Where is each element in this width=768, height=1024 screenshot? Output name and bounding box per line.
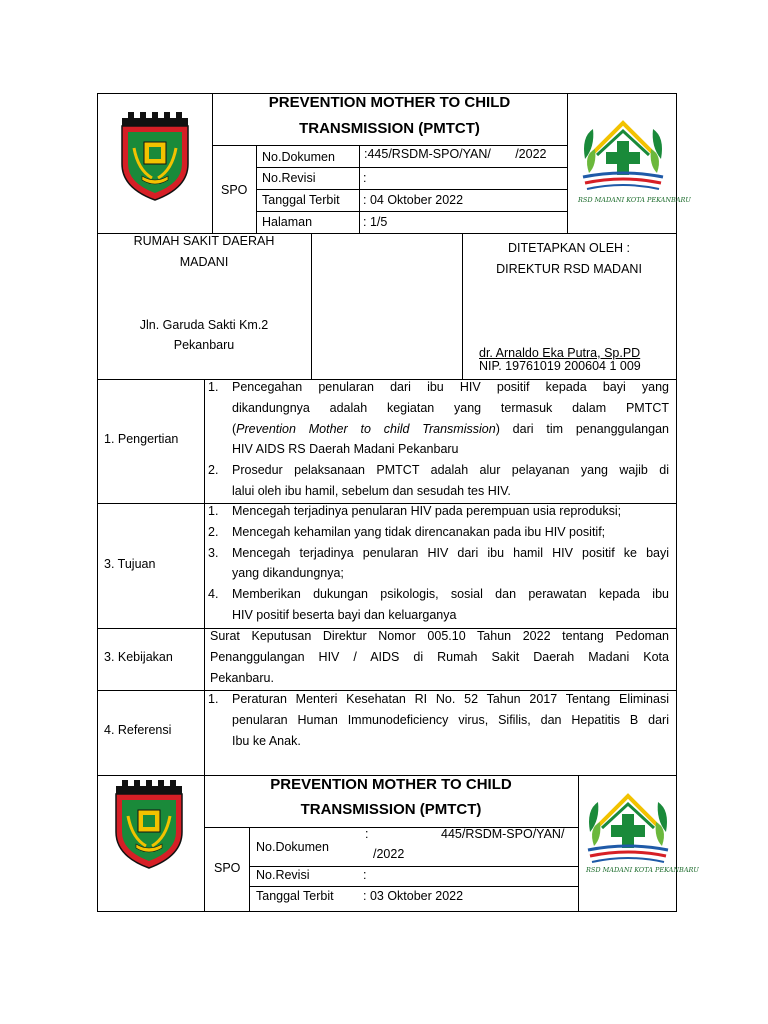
address-line-2: Pekanbaru [173, 338, 235, 352]
list-line: HIV AIDS RS Daerah Madani Pekanbaru [232, 442, 459, 457]
no-dokumen-year-2: /2022 [373, 847, 405, 861]
paragraph-line: Pekanbaru. [210, 670, 274, 685]
list-line: HIV positif beserta bayi dan keluarganya [232, 607, 457, 622]
hospital-name-line-2: MADANI [179, 255, 229, 269]
list-line: (Prevention Mother to child Transmission) dari tim penanggulangan [232, 421, 669, 436]
tanggal-terbit-label: Tanggal Terbit [262, 193, 340, 207]
pengertian-content [208, 377, 669, 502]
pengertian-label: 1. Pengertian [104, 432, 179, 446]
rsd-logo-caption-2: RSD MADANI KOTA PEKANBARU [586, 866, 699, 874]
title-line-1: PREVENTION MOTHER TO CHILD [270, 776, 512, 793]
tanggal-terbit-value-2: : 03 Oktober 2022 [363, 889, 464, 903]
no-dokumen-label-2: No.Dokumen [256, 840, 329, 854]
list-line: Peraturan Menteri Kesehatan RI No. 52 Tahun 2017 Tentang Eliminasi [232, 692, 669, 706]
signer-name: dr. Arnaldo Eka Putra, Sp.PD [479, 346, 641, 360]
spo-label: SPO [221, 183, 248, 197]
signer-nip: NIP. 19761019 200604 1 009 [479, 359, 641, 373]
pemkot-logo-image-2 [114, 780, 184, 870]
hospital-name-line-1: RUMAH SAKIT DAERAH [133, 234, 275, 248]
list-number: 1. [208, 504, 219, 518]
paragraph-line: Penanggulangan HIV / AIDS di Rumah Sakit Daerah Madani Kota [210, 649, 669, 664]
list-line: penularan Human Immunodeficiency virus, Sifilis, dan Hepatitis B dari [232, 712, 669, 727]
list-line: Memberikan dukungan psikologis, sosial dan perawatan kepada ibu [232, 587, 669, 602]
no-dokumen-label: No.Dokumen [262, 150, 335, 164]
direktur-title: DIREKTUR RSD MADANI [496, 262, 642, 276]
tujuan-label: 3. Tujuan [104, 557, 156, 571]
halaman-label: Halaman [262, 215, 313, 229]
no-revisi-label: No.Revisi [262, 171, 316, 185]
spo-label-2: SPO [214, 861, 241, 875]
no-dokumen-value-2: 445/RSDM-SPO/YAN/ [441, 827, 565, 841]
list-line: Mencegah terjadinya penularan HIV dari ibu hamil HIV positif ke bayi [232, 545, 669, 560]
list-number: 2. [208, 463, 219, 478]
list-line: Pencegahan penularan dari ibu HIV positif kepada bayi yang [232, 380, 669, 394]
title-line-1: PREVENTION MOTHER TO CHILD [268, 94, 511, 111]
list-number: 1. [208, 380, 219, 394]
title-line-2: TRANSMISSION (PMTCT) [300, 801, 482, 818]
list-line: lalui oleh ibu hamil, sebelum dan sesudah tes HIV. [232, 483, 511, 498]
no-revisi-label-2: No.Revisi [256, 868, 310, 882]
list-line: Ibu ke Anak. [232, 733, 301, 748]
halaman-value: : 1/5 [363, 215, 388, 229]
no-dokumen-value: :445/RSDM-SPO/YAN/ /2022 [364, 147, 547, 161]
list-line: Mencegah terjadinya penularan HIV pada perempuan usia reproduksi; [232, 504, 622, 518]
list-number: 3. [208, 545, 219, 560]
list-line: Mencegah kehamilan yang tidak direncanakan pada ibu HIV positif; [232, 524, 606, 539]
list-number: 2. [208, 524, 219, 539]
paragraph-line: Surat Keputusan Direktur Nomor 005.10 Tahun 2022 tentang Pedoman [210, 629, 669, 643]
list-line: yang dikandungnya; [232, 566, 344, 581]
kebijakan-content [210, 626, 669, 688]
tujuan-content [208, 501, 669, 626]
document-title [212, 94, 567, 138]
no-revisi-value: : [363, 171, 367, 185]
tanggal-terbit-value: : 04 Oktober 2022 [363, 193, 464, 207]
pemkot-logo-image [120, 112, 190, 202]
rsd-logo-caption: RSD MADANI KOTA PEKANBARU [578, 196, 691, 204]
referensi-content [208, 689, 669, 751]
rsd-madani-logo-image [581, 115, 665, 195]
no-dokumen-colon-2: : [365, 827, 369, 841]
list-line: Prosedur pelaksanaan PMTCT adalah alur pelayanan yang wajib di [232, 463, 669, 478]
list-line: dikandungnya adalah kegiatan yang termasuk dalam PMTCT [232, 400, 669, 415]
title-line-2: TRANSMISSION (PMTCT) [299, 120, 480, 137]
list-number: 4. [208, 587, 219, 602]
address-line-1: Jln. Garuda Sakti Km.2 [139, 318, 269, 332]
list-number: 1. [208, 692, 219, 706]
rsd-madani-logo-image-2 [586, 788, 670, 868]
referensi-label: 4. Referensi [104, 723, 172, 737]
kebijakan-label: 3. Kebijakan [104, 650, 173, 664]
tanggal-terbit-label-2: Tanggal Terbit [256, 889, 334, 903]
no-revisi-value-2: : [363, 868, 367, 882]
document-title-2 [204, 776, 578, 819]
ditetapkan-oleh: DITETAPKAN OLEH : [507, 241, 630, 255]
italic-term: Prevention Mother to child Transmission [236, 421, 496, 436]
